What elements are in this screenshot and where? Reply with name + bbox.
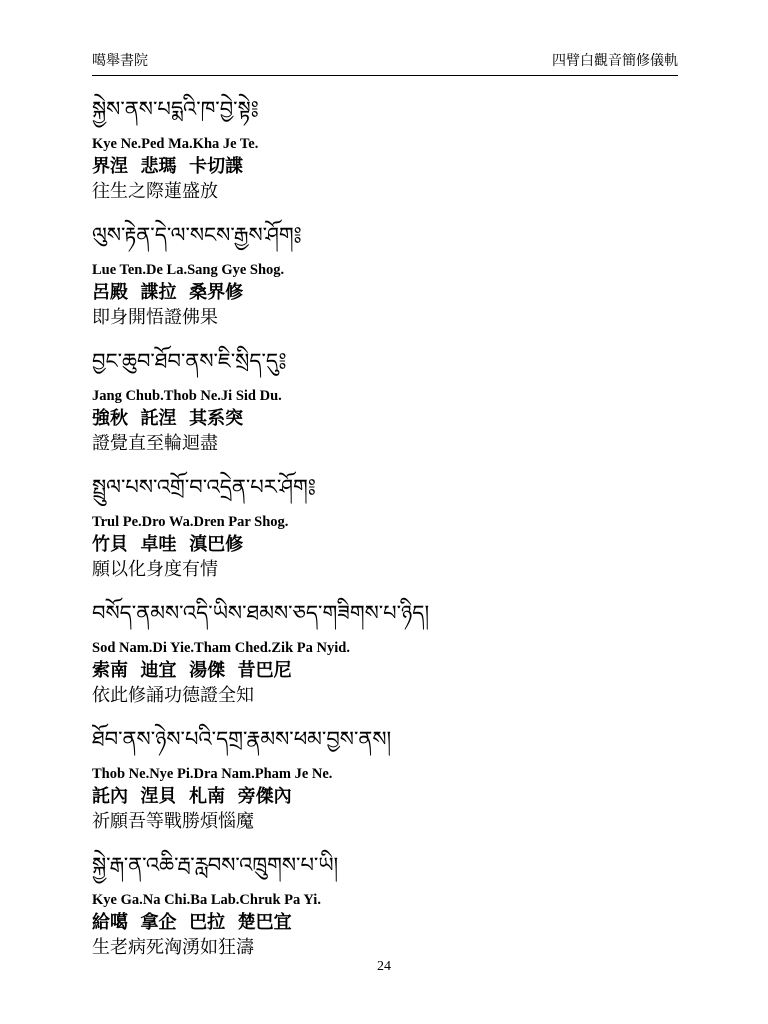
phonetic-line: Sod Nam.Di Yie.Tham Ched.Zik Pa Nyid. bbox=[92, 640, 350, 656]
verse-1 bbox=[92, 92, 672, 218]
tibetan-line: བྱང་ཆུབ་ཐོབ་ནས་ཇི་སྲིད་དུ༔ bbox=[92, 349, 287, 373]
tibetan-line: ཐོབ་ནས་ཉེས་པའི་དགྲ་རྣམས་ཕམ་བྱས་ནས། bbox=[92, 727, 392, 751]
tibetan-line: ལུས་རྟེན་དེ་ལ་སངས་རྒྱས་ཤོག༔ bbox=[92, 223, 302, 247]
tibetan-line: བསོད་ནམས་འདི་ཡིས་ཐམས་ཅད་གཟིགས་པ་ཉིད། bbox=[92, 601, 430, 625]
verse-5 bbox=[92, 596, 672, 722]
phonetic-line: Kye Ga.Na Chi.Ba Lab.Chruk Pa Yi. bbox=[92, 892, 321, 908]
page-number: 24 bbox=[377, 959, 391, 974]
header-document-title: 四臂白觀音簡修儀軌 bbox=[552, 54, 678, 69]
chinese-transliteration: 強秋 託涅 其系突 bbox=[92, 408, 244, 429]
verse-6 bbox=[92, 722, 672, 848]
tibetan-line: སྤྲུལ་པས་འགྲོ་བ་འདྲེན་པར་ཤོག༔ bbox=[92, 475, 316, 499]
verse-3 bbox=[92, 344, 672, 470]
tibetan-line: སྐྱེ་རྒ་ན་འཆི་རྦ་རླབས་འཁྲུགས་པ་ཡི། bbox=[92, 853, 339, 877]
chinese-translation: 往生之際蓮盛放 bbox=[92, 181, 218, 202]
verse-7 bbox=[92, 848, 672, 974]
page-header bbox=[92, 50, 678, 76]
header-publisher: 噶舉書院 bbox=[92, 54, 148, 69]
chinese-transliteration: 索南 迪宜 湯傑 昔巴尼 bbox=[92, 660, 292, 681]
chinese-transliteration: 界涅 悲瑪 卡切諜 bbox=[92, 156, 244, 177]
chinese-translation: 祈願吾等戰勝煩惱魔 bbox=[92, 811, 254, 832]
phonetic-line: Kye Ne.Ped Ma.Kha Je Te. bbox=[92, 136, 259, 152]
chinese-translation: 證覺直至輪迴盡 bbox=[92, 433, 218, 454]
chinese-translation: 生老病死洶湧如狂濤 bbox=[92, 937, 254, 958]
chinese-transliteration: 給噶 拿企 巴拉 楚巴宜 bbox=[92, 912, 292, 933]
verse-list bbox=[92, 92, 672, 974]
phonetic-line: Thob Ne.Nye Pi.Dra Nam.Pham Je Ne. bbox=[92, 766, 333, 782]
verse-4 bbox=[92, 470, 672, 596]
chinese-transliteration: 竹貝 卓哇 滇巴修 bbox=[92, 534, 244, 555]
chinese-translation: 即身開悟證佛果 bbox=[92, 307, 218, 328]
chinese-translation: 依此修誦功德證全知 bbox=[92, 685, 254, 706]
phonetic-line: Jang Chub.Thob Ne.Ji Sid Du. bbox=[92, 388, 282, 404]
verse-2 bbox=[92, 218, 672, 344]
chinese-transliteration: 託內 涅貝 札南 旁傑內 bbox=[92, 786, 292, 807]
phonetic-line: Lue Ten.De La.Sang Gye Shog. bbox=[92, 262, 285, 278]
tibetan-line: སྐྱེས་ནས་པདྨའི་ཁ་བྱེ་སྟེ༔ bbox=[92, 97, 259, 121]
chinese-transliteration: 呂殿 諜拉 桑界修 bbox=[92, 282, 244, 303]
phonetic-line: Trul Pe.Dro Wa.Dren Par Shog. bbox=[92, 514, 289, 530]
chinese-translation: 願以化身度有情 bbox=[92, 559, 218, 580]
